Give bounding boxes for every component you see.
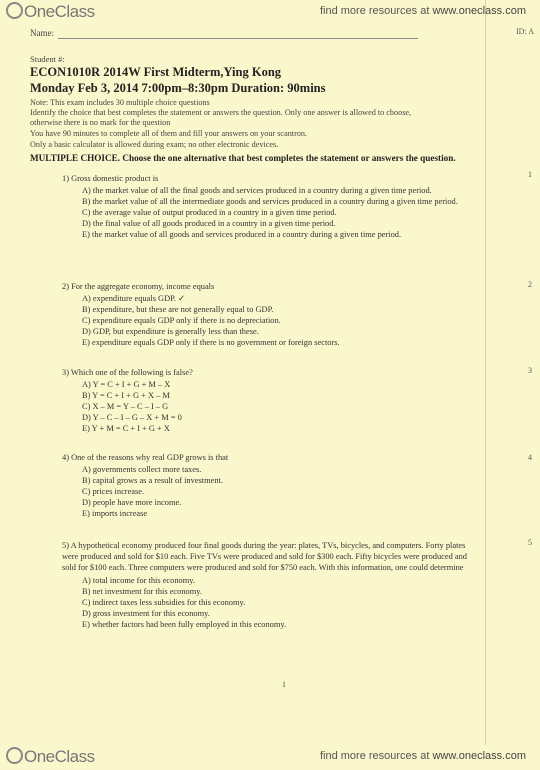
id-label: ID: A [516,27,534,36]
question-4 [62,453,482,519]
question-2 [62,282,482,348]
exam-note: otherwise there is no mark for the question [30,118,171,127]
answer-option: A) Y = C + I + G + M – X [82,380,171,389]
answer-option: B) capital grows as a result of investment. [82,476,223,485]
answer-option: A) total income for this economy. [82,576,195,585]
oneclass-ring-icon [6,2,23,19]
question-5 [62,540,482,630]
brand-logo[interactable]: OneClass [6,2,95,22]
answer-option: A) the market value of all the final goods and services produced in a country during a given time period. [82,186,432,195]
answer-option: D) gross investment for this economy. [82,609,210,618]
answer-option: D) people have more income. [82,498,182,507]
exam-title: ECON1010R 2014W First Midterm,Ying Kong [30,65,282,79]
answer-option: B) Y = C + I + G + X – M [82,391,170,400]
question-number-margin: 1 [528,170,532,179]
answer-option: D) the final value of all goods produced in a country in a given time period. [82,219,336,228]
question-1 [62,174,482,240]
answer-option: B) net investment for this economy. [82,587,202,596]
question-number-margin: 2 [528,280,532,289]
answer-option: E) whether factors had been fully employed in this economy. [82,620,287,629]
page-number: 1 [282,680,286,689]
answer-option: E) expenditure equals GDP only if there is no government or foreign sectors. [82,338,340,347]
name-line [58,38,418,39]
answer-option: C) expenditure equals GDP only if there is no depreciation. [82,316,281,325]
answer-option: A) governments collect more taxes. [82,465,202,474]
answer-option: D) GDP, but expenditure is generally less than these. [82,327,259,336]
student-number-label: Student #: [30,54,65,64]
answer-option: C) the average value of output produced in a country in a given time period. [82,208,337,217]
question-stem: 2) For the aggregate economy, income equals [62,282,215,291]
question-number-margin: 5 [528,538,532,547]
exam-note: Only a basic calculator is allowed during exam; no other electronic devices. [30,140,279,149]
exam-note: You have 90 minutes to complete all of them and fill your answers on your scantron. [30,129,308,138]
exam-note: Note: This exam includes 30 multiple choice questions [30,98,210,107]
mc-heading: MULTIPLE CHOICE. Choose the one alternative that best completes the statement or answers the question. [30,153,456,163]
oneclass-ring-icon [6,747,23,764]
answer-option: C) indirect taxes less subsidies for this economy. [82,598,246,607]
question-number-margin: 4 [528,453,532,462]
exam-subtitle: Monday Feb 3, 2014 7:00pm–8:30pm Duration: 90mins [30,81,326,95]
answer-option: C) prices increase. [82,487,145,496]
answer-option: B) the market value of all the intermediate goods and services produced in a country during a given time period. [82,197,458,206]
resources-link[interactable]: find more resources at www.oneclass.com [319,5,526,17]
answer-option: E) the market value of all goods and services produced in a country during a given time period. [82,230,402,239]
exam-note: Identify the choice that best completes the statement or answers the question. Only one answer is allowed to choose, [30,108,412,117]
brand-logo[interactable]: OneClass [6,747,95,767]
name-label: Name: [30,28,54,38]
answer-option: E) imports increase [82,509,148,518]
answer-option: C) X – M = Y – C – I – G [82,402,169,411]
question-stem: 3) Which one of the following is false? [62,368,193,377]
resources-link[interactable]: find more resources at www.oneclass.com [319,750,526,762]
question-3 [62,368,482,434]
answer-option: E) Y + M = C + I + G + X [82,424,170,433]
header-bar [0,0,540,22]
question-stem: 5) A hypothetical economy produced four final goods during the year: plates, TVs, bicycles, and computers. Forty plates were produced and sold for $10 each. Five TVs were produced and sold for $300 each. Fifty bicycles were produced and sold for $100 each. Three computers were produced and sold for $750 each. With this information, one could determine [62,541,467,572]
question-stem: 4) One of the reasons why real GDP grows is that [62,453,229,462]
answer-option: B) expenditure, but these are not generally equal to GDP. [82,305,274,314]
question-number-margin: 3 [528,366,532,375]
question-stem: 1) Gross domestic product is [62,174,159,183]
answer-option: D) Y – C – I – G – X + M = 0 [82,413,182,422]
footer-bar [0,745,540,770]
answer-option: A) expenditure equals GDP. ✓ [82,294,186,303]
